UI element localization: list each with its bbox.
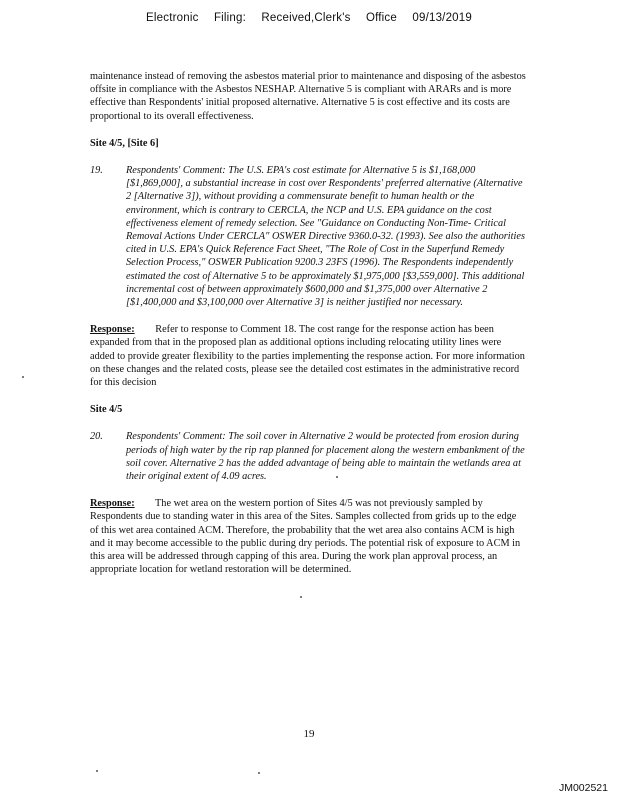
section-heading: Site 4/5 (90, 404, 123, 416)
comment-block (90, 164, 526, 309)
page-number: 19 (303, 728, 315, 740)
scan-speck (22, 376, 24, 378)
scan-speck (300, 596, 302, 598)
document-body (90, 70, 526, 577)
bates-number: JM002521 (558, 782, 608, 794)
comment-number: 19. (90, 165, 103, 177)
comment-text: Respondents' Comment: The soil cover in Alternative 2 would be protected from erosion during periods of high water by the rip rap planned for placement along the western embankment of the soil cover. Alternative 2 has the added advantage of being able to maintain the wetlands area at their original extent of 4.09 acres. (126, 431, 525, 483)
comment-block (90, 430, 526, 483)
scan-speck (96, 770, 98, 772)
response-paragraph (90, 497, 526, 576)
filing-stamp (0, 12, 618, 24)
response-text: The wet area on the western portion of Sites 4/5 was not previously sampled by Respondents due to standing water in this area of the Sites. Samples collected from grids up to the edge of this wet area contained ACM. Therefore, the probability that the wet area also contains ACM is high and it may become accessible to the public during dry periods. The potential risk of exposure to ACM in this area will be addressed through capping of this area. During the work plan approval process, an appropriate location for wetland restoration will be determined. (90, 498, 521, 576)
comment-number: 20. (90, 431, 103, 443)
stamp-part: Received,Clerk's (261, 12, 351, 24)
response-label: Response: (90, 498, 135, 510)
intro-paragraph: maintenance instead of removing the asbestos material prior to maintenance and disposing of the asbestos offsite in compliance with the Asbestos NESHAP. Alternative 5 is compliant with ARARs and is more effective than Respondents' initial proposed alternative. Alternative 5 is cost effective and its costs are proportional to its overall effectiveness. (90, 71, 526, 122)
stamp-part: Office (365, 12, 397, 24)
stamp-part: Filing: (213, 12, 247, 24)
response-paragraph (90, 323, 526, 389)
comment-text: Respondents' Comment: The U.S. EPA's cost estimate for Alternative 5 is $1,168,000 [$1,869,000], a substantial increase in cost over Respondents' preferred alternative (Alternative 2 [Alternative 3]), without providing a commensurate benefit to human health or the environment, which is contrary to CERCLA, the NCP and U.S. EPA guidance on the cost effectiveness element of remedy selection. See "Guidance on Conducting Non-Time- Critical Removal Actions Under CERCLA" OSWER Directive 9360.0-32. (1993). See also the authorities cited in U.S. EPA's Quick Reference Fact Sheet, "The Role of Cost in the Superfund Remedy Selection Process," OSWER Publication 9200.3 23FS (1996). The Respondents independently estimated the cost of Alternative 5 to be approximately $1,975,000 [$3,559,000]. This additional incremental cost of between approximately $600,000 and $1,375,000 over Alternative 2 [$1,400,000 and $3,100,000 over Alternative 3] is neither justified nor necessary. (126, 165, 525, 309)
response-label: Response: (90, 324, 135, 336)
stamp-part: 09/13/2019 (412, 12, 472, 24)
scan-speck (336, 476, 338, 478)
section-heading: Site 4/5, [Site 6] (90, 137, 159, 149)
scan-speck (258, 772, 260, 774)
stamp-part: Electronic (146, 12, 199, 24)
response-text: Refer to response to Comment 18. The cost range for the response action has been expanded from that in the proposed plan as additional options including relocating utility lines were added to provide greater flexibility to the parties implementing the response action. For more information on these changes and the related costs, please see the detailed cost estimates in the administrative record for this decision (90, 324, 525, 389)
